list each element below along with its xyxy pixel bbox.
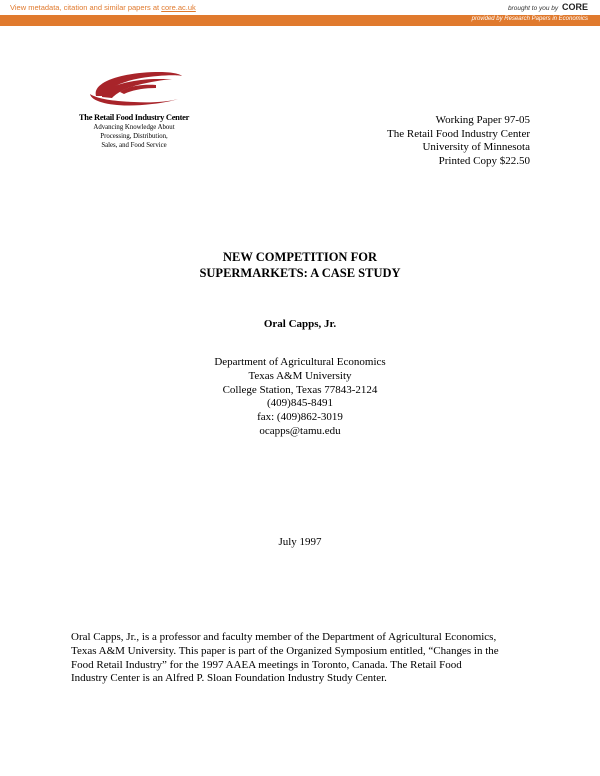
working-paper-price: Printed Copy $22.50 <box>438 154 530 167</box>
retail-food-center-logo <box>70 66 198 150</box>
working-paper-number: Working Paper 97-05 <box>435 114 530 126</box>
working-paper-university: University of Minnesota <box>422 141 530 153</box>
swoosh-logo-icon <box>82 66 186 110</box>
affiliation-department: Department of Agricultural Economics <box>214 356 386 368</box>
author-name: Oral Capps, Jr. <box>263 318 337 330</box>
logo-tagline-line: Advancing Knowledge About <box>93 124 175 131</box>
logo-center-name: The Retail Food Industry Center <box>78 112 190 122</box>
logo-tagline-line: Processing, Distribution, <box>100 133 168 140</box>
footnote-line: Food Retail Industry” for the 1997 AAEA meetings in Toronto, Canada. The Retail Food <box>71 658 462 671</box>
core-link[interactable]: core.ac.uk <box>161 3 196 12</box>
working-paper-center: The Retail Food Industry Center <box>387 127 530 140</box>
affiliation-fax: fax: (409)862-3019 <box>257 411 343 424</box>
core-provider-strip <box>0 15 600 26</box>
logo-tagline <box>70 123 198 150</box>
author-footnote <box>71 631 541 686</box>
core-metadata-label: View metadata, citation and similar papers at <box>10 3 160 12</box>
affiliation-address: College Station, Texas 77843-2124 <box>222 383 378 396</box>
core-metadata-text <box>10 3 196 12</box>
author-affiliation <box>0 356 600 439</box>
paper-date: July 1997 <box>278 536 322 548</box>
title-line: SUPERMARKETS: A CASE STUDY <box>199 265 401 280</box>
core-brought-text: brought to you by <box>507 5 559 12</box>
footnote-line: Texas A&M University. This paper is part of the Organized Symposium entitled, “Changes in the <box>71 644 499 657</box>
affiliation-email: ocapps@tamu.edu <box>259 424 341 437</box>
paper-title <box>0 250 600 281</box>
core-brand[interactable] <box>508 2 588 12</box>
core-provider-text[interactable]: provided by Research Papers in Economics <box>471 16 588 22</box>
core-logo-icon: CORE <box>561 2 588 12</box>
core-banner <box>0 0 600 15</box>
title-line: NEW COMPETITION FOR <box>223 250 377 264</box>
affiliation-university: Texas A&M University <box>248 369 352 382</box>
footnote-line: Industry Center is an Alfred P. Sloan Foundation Industry Study Center. <box>71 672 387 685</box>
footnote-line: Oral Capps, Jr., is a professor and faculty member of the Department of Agricultural Economics, <box>71 631 497 643</box>
logo-tagline-line: Sales, and Food Service <box>101 142 167 149</box>
affiliation-phone: (409)845-8491 <box>267 397 333 410</box>
working-paper-info <box>387 114 530 168</box>
